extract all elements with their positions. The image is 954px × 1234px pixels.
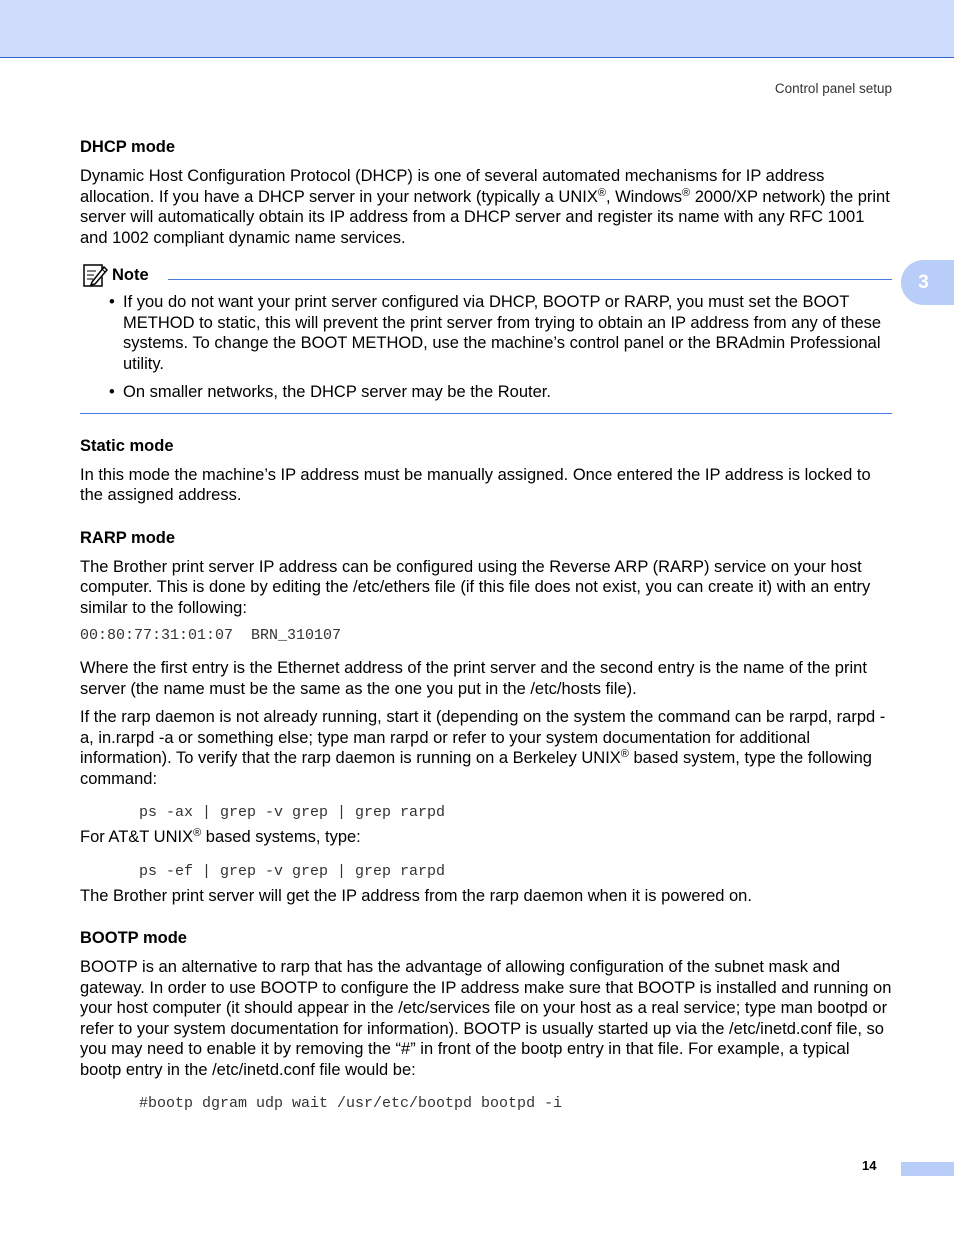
rarp-paragraph: If the rarp daemon is not already running, start it (depending on the system the command can be rarpd, rarpd -a, in.rarpd -a or something else; type man rarpd or refer to your system documentation for additional information). To verify that the rarp daemon is running on a Berkeley UNIX® based system, type the following command: bbox=[80, 708, 886, 788]
static-heading: Static mode bbox=[80, 436, 174, 455]
bootp-entry-code: #bootp dgram udp wait /usr/etc/bootpd bootpd -i bbox=[139, 1095, 563, 1112]
note-header bbox=[80, 262, 892, 288]
registered-mark: ® bbox=[193, 827, 202, 839]
registered-mark: ® bbox=[682, 186, 691, 199]
bootp-heading: BOOTP mode bbox=[80, 929, 187, 947]
rarp-paragraph: The Brother print server will get the IP address from the rarp daemon when it is powered on. bbox=[80, 886, 752, 905]
att-command-code: ps -ef | grep -v grep | grep rarpd bbox=[139, 862, 446, 880]
berkeley-command-code: ps -ax | grep -v grep | grep rarpd bbox=[139, 804, 446, 821]
note-bottom-rule bbox=[80, 413, 892, 414]
bootp-paragraph: BOOTP is an alternative to rarp that has the advantage of allowing configuration of the subnet mask and gateway. In order to use BOOTP to configure the IP address make sure that BOOTP is installed and running on your host computer (it should appear in the /etc/services file on your host as a real service; type man bootpd or refer to your system documentation for information). BOOTP is usually started up via the /etc/inetd.conf file, so you may need to enable it by removing the “#” in front of the bootp entry in that file. For example, a typical bootp entry in the /etc/inetd.conf file would be: bbox=[80, 958, 892, 1079]
note-item: • If you do not want your print server configured via DHCP, BOOTP or RARP, you must set the BOOT METHOD to static, this will prevent the print server from trying to obtain an IP address from any of these systems. To change the BOOT METHOD, use the machine’s control panel or the BRAdmin Professional utility. bbox=[123, 292, 892, 374]
rarp-section bbox=[80, 528, 892, 907]
chapter-tab: 3 bbox=[901, 260, 954, 305]
note-list bbox=[80, 292, 892, 403]
rarp-paragraph: The Brother print server IP address can be configured using the Reverse ARP (RARP) service on your host computer. This is done by editing the /etc/ethers file (if this file does not exist, you can create it) with an entry similar to the following: bbox=[80, 557, 871, 617]
note-item: • On smaller networks, the DHCP server may be the Router. bbox=[123, 382, 892, 403]
ethers-entry-code: 00:80:77:31:01:07 BRN_310107 bbox=[80, 627, 342, 644]
note-label: Note bbox=[112, 265, 149, 284]
bootp-section bbox=[80, 928, 892, 1114]
rarp-paragraph: For AT&T UNIX® based systems, type: bbox=[80, 827, 361, 846]
registered-mark: ® bbox=[620, 748, 629, 760]
note-pencil-icon bbox=[82, 262, 108, 288]
header-band bbox=[0, 0, 954, 58]
note-top-rule bbox=[168, 279, 892, 280]
rarp-paragraph: Where the first entry is the Ethernet address of the print server and the second entry is the name of the print server (the name must be the same as the one you put in the /etc/hosts file). bbox=[80, 659, 867, 698]
page-footer-bar bbox=[901, 1162, 954, 1176]
page-content bbox=[80, 137, 892, 1118]
note-box bbox=[80, 262, 892, 414]
running-title: Control panel setup bbox=[774, 81, 892, 96]
rarp-heading: RARP mode bbox=[80, 528, 176, 547]
dhcp-heading: DHCP mode bbox=[80, 138, 176, 156]
page-number: 14 bbox=[862, 1158, 877, 1173]
registered-mark: ® bbox=[597, 186, 606, 199]
dhcp-paragraph: Dynamic Host Configuration Protocol (DHCP) is one of several automated mechanisms for IP address allocation. If you have a DHCP server in your network (typically a UNIX®, Windows® 2000/XP network) the print server will automatically obtain its IP address from a DHCP server and register its name with any RFC 1001 and 1002 compliant dynamic name services. bbox=[80, 167, 890, 247]
static-section bbox=[80, 436, 892, 506]
static-paragraph: In this mode the machine’s IP address must be manually assigned. Once entered the IP address is locked to the assigned address. bbox=[80, 465, 871, 504]
